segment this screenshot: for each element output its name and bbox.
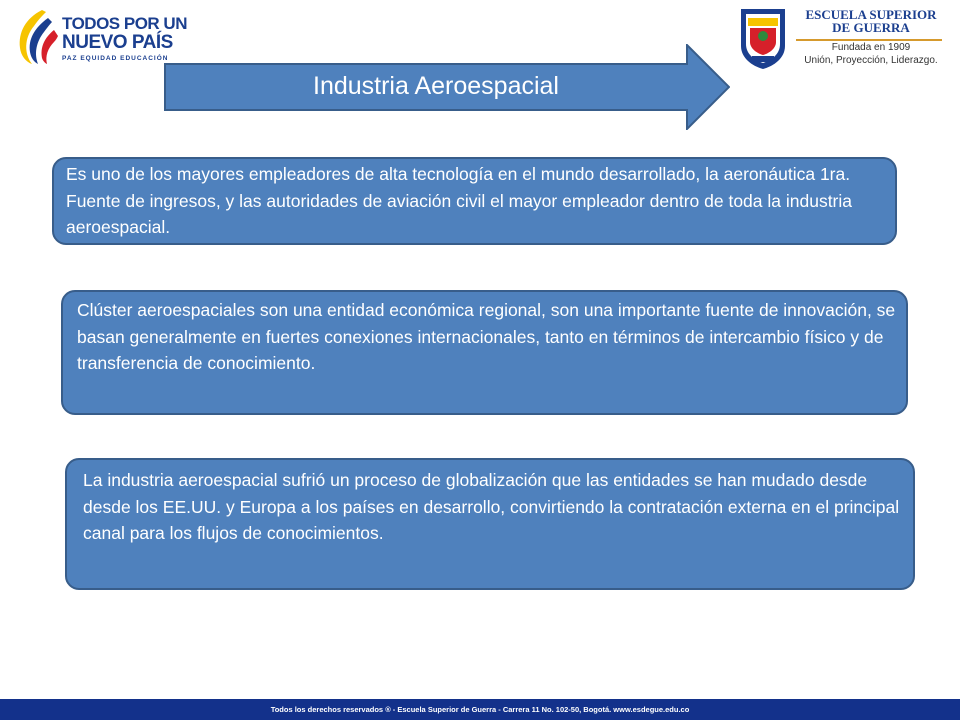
logo-right-divider [796, 39, 942, 41]
todos-por-un-nuevo-pais-logo [12, 8, 187, 70]
footer-copyright: Todos los derechos reservados ® - Escuela Superior de Guerra - Carrera 11 No. 102-50, Bogotá. www.esdegue.edu.co [270, 705, 690, 714]
logo-left-line2: NUEVO PAÍS [62, 32, 173, 53]
escuela-superior-de-guerra-logo [738, 6, 948, 76]
shield-crest-icon [738, 6, 788, 70]
logo-right-line1: ESCUELA SUPERIOR [805, 7, 937, 22]
footer-bar [0, 699, 960, 720]
logo-right-line2: DE GUERRA [832, 20, 910, 35]
logo-right-founded: Fundada en 1909 [831, 42, 911, 53]
colombia-flag-swoosh-icon [12, 8, 58, 66]
content-box-2: Clúster aeroespaciales son una entidad económica regional, son una importante fuente de innovación, se basan generalmente en fuertes conexiones internacionales, tanto en términos de intercambio físico y de transferencia de conocimiento. [61, 290, 908, 415]
content-box-1: Es uno de los mayores empleadores de alta tecnología en el mundo desarrollado, la aeronáutica 1ra. Fuente de ingresos, y las autoridades de aviación civil el mayor empleador dentro de toda la industria aeroespacial. [52, 157, 897, 245]
logo-left-line1: TODOS POR UN [62, 14, 187, 33]
content-box-3: La industria aeroespacial sufrió un proceso de globalización que las entidades se han mudado desde desde los EE.UU. y Europa a los países en desarrollo, convirtiendo la contratación externa en el principal canal para los flujos de conocimientos. [65, 458, 915, 590]
page-title: Industria Aeroespacial [313, 72, 559, 100]
logo-right-motto: Unión, Proyección, Liderazgo. [804, 55, 938, 66]
logo-left-tagline: PAZ EQUIDAD EDUCACIÓN [62, 55, 169, 62]
